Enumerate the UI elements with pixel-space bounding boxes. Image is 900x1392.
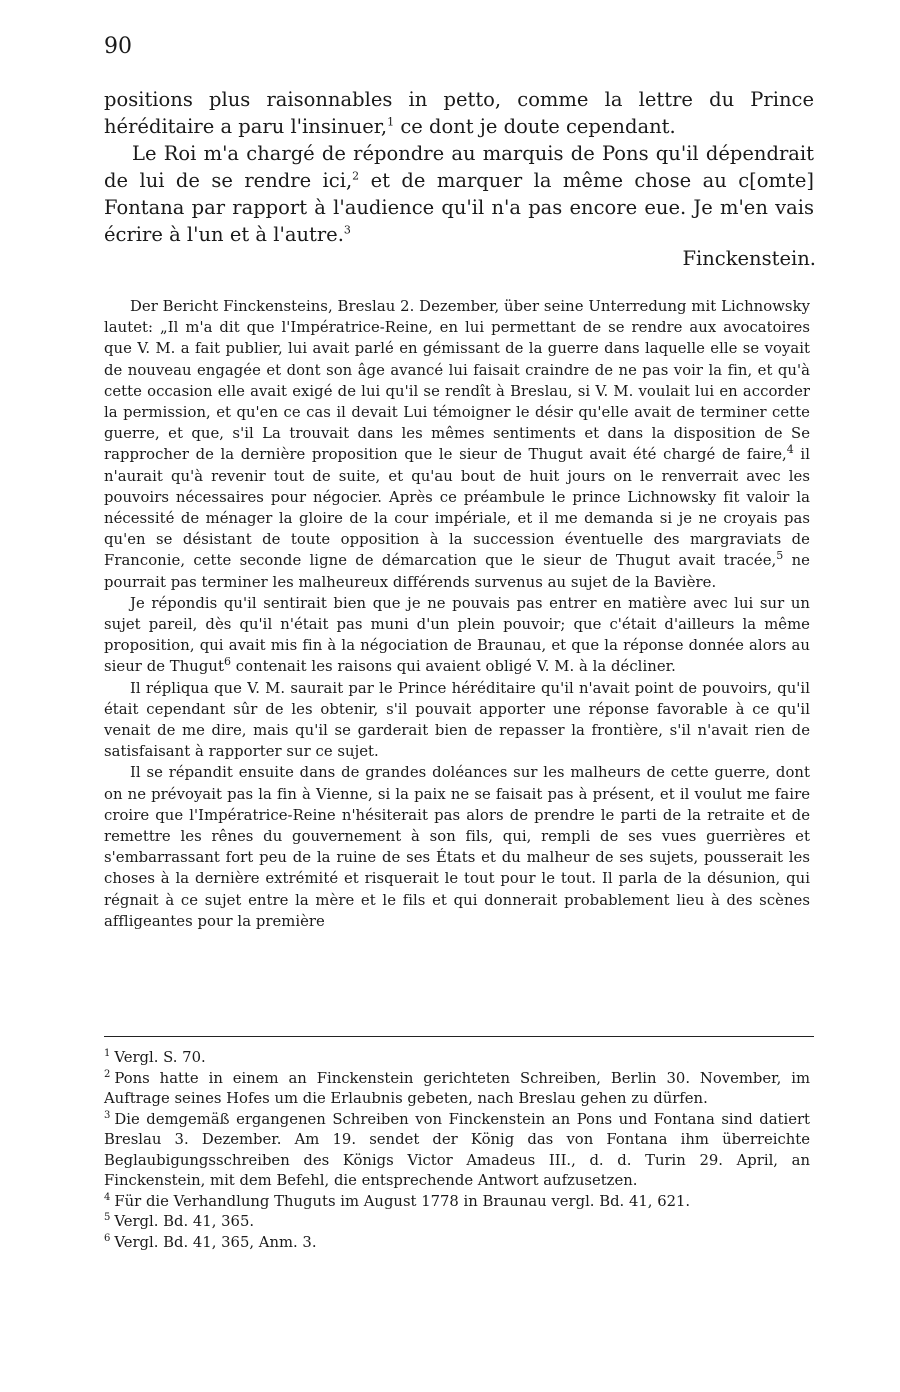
footnote-text: Für die Verhandlung Thuguts im August 1778 in Braunau vergl. Bd. 41, 621. xyxy=(114,1192,691,1210)
footnote-ref: 4 xyxy=(786,443,794,457)
main-text-segment: Le Roi m'a chargé de répondre au marquis de Pons qu'il dépendrait de lui de se rendre ici, xyxy=(104,142,814,192)
footnote-ref: 3 xyxy=(343,223,351,237)
commentary-paragraph-1 xyxy=(104,296,810,593)
main-paragraph-1 xyxy=(104,86,814,140)
footnote-ref: 1 xyxy=(387,115,395,129)
footnote-2 xyxy=(104,1069,810,1110)
footnote-text: Pons hatte in einem an Finckenstein gerichteten Schreiben, Berlin 30. November, im Auftrage seines Hofes um die Erlaubnis gebeten, nach Breslau gehen zu dürfen. xyxy=(104,1069,810,1107)
footnote-mark: 4 xyxy=(104,1191,111,1203)
main-text-segment: et de marquer la même chose au c[omte] Fontana par rapport à l'audience qu'il n'a pas encore eue. Je m'en vais écrire à l'un et à l'autre. xyxy=(104,169,814,246)
footnote-mark: 6 xyxy=(104,1232,111,1244)
editorial-commentary xyxy=(104,296,810,932)
commentary-segment: Der Bericht Finckensteins, Breslau 2. Dezember, über seine Unterredung mit Lichnowsky lautet: „Il m'a dit que l'Impératrice-Reine, en lui permettant de se rendre aux avocatoires que V. M. a fait publier, lui avait parlé en gémissant de la guerre dans laquelle elle se voyait de nouveau engagée et dont son âge avancé lui faisait craindre de ne pas voir la fin, et qu'à cette occasion elle avait exigé de lui qu'il se rendît à Breslau, si V. M. voulait lui en accorder la permission, et qu'en ce cas il devait Lui témoigner le désir qu'elle avait de terminer cette guerre, et que, s'il La trouvait dans les mêmes sentiments et dans la disposition de Se rapprocher de la dernière proposition que le sieur de Thugut avait été chargé de faire, xyxy=(104,298,810,464)
commentary-paragraph-2 xyxy=(104,593,810,678)
main-text-segment: ce dont je doute cependant. xyxy=(394,115,676,138)
main-text-segment: positions plus raisonnables in petto, comme la lettre du Prince héréditaire a paru l'insinuer, xyxy=(104,88,814,138)
footnote-mark: 2 xyxy=(104,1068,111,1080)
footnote-4 xyxy=(104,1192,810,1213)
commentary-paragraph-4: Il se répandit ensuite dans de grandes doléances sur les malheurs de cette guerre, dont on ne prévoyait pas la fin à Vienne, si la paix ne se faisait pas à présent, et il voulut me faire croire que l'Impératrice-Reine n'hésiterait pas alors de prendre le parti de la retraite et de remettre les rênes du gouvernement à son fils, qui, rempli de ses vues guerrières et s'embarrassant fort peu de la ruine de ses États et du malheur de ses sujets, pousserait les choses à la dernière extrémité et risquerait le tout pour le tout. Il parla de la désunion, qui régnait à ce sujet entre la mère et le fils et qui donnerait probablement lieu à des scènes affligeantes pour la première xyxy=(104,764,810,930)
footnote-5 xyxy=(104,1212,810,1233)
page-number: 90 xyxy=(104,34,132,59)
footnote-mark: 5 xyxy=(104,1212,111,1224)
main-paragraph-2 xyxy=(104,140,814,248)
footnote-text: Vergl. Bd. 41, 365. xyxy=(114,1213,255,1230)
commentary-segment: ne pourrait pas terminer les malheureux différends survenus au sujet de la Bavière. xyxy=(104,552,810,591)
footnote-mark: 3 xyxy=(104,1109,111,1121)
signature: Finckenstein. xyxy=(682,247,816,270)
footnote-1 xyxy=(104,1048,810,1069)
footnote-ref: 6 xyxy=(223,655,232,669)
footnote-text: Die demgemäß ergangenen Schreiben von Finckenstein an Pons und Fontana sind datiert Breslau 3. Dezember. Am 19. sendet der König das von Fontana ihm überreichte Beglaubigungsschreiben des Königs Victor Amadeus III., d. d. Turin 29. April, an Finckenstein, mit dem Befehl, die entsprechende Antwort aufzusetzen. xyxy=(104,1110,810,1189)
commentary-segment: il n'aurait qu'à revenir tout de suite, et qu'au bout de huit jours on le renverrait avec les pouvoirs nécessaires pour négocier. Après ce préambule le prince Lichnowsky fit valoir la nécessité de ménager la gloire de la cour impériale, et il me demanda si je ne croyais pas qu'en se désistant de toute opposition à la succession éventuelle des margraviats de Franconie, cette seconde ligne de démarcation que le sieur de Thugut avait tracée, xyxy=(104,446,811,570)
footnotes xyxy=(104,1048,810,1253)
footnote-3 xyxy=(104,1110,810,1192)
commentary-segment: Je répondis qu'il sentirait bien que je ne pouvais pas entrer en matière avec lui sur un sujet pareil, dès qu'il n'était pas muni d'un plein pouvoir; que c'était d'ailleurs la même proposition, qui avait mis fin à la négociation de Braunau, et que la réponse donnée alors au sieur de Thugut xyxy=(104,594,810,676)
commentary-segment: contenait les raisons qui avaient obligé V. M. à la décliner. xyxy=(231,658,676,676)
footnote-ref: 2 xyxy=(352,169,360,183)
footnote-ref: 5 xyxy=(776,549,784,563)
footnote-mark: 1 xyxy=(104,1048,111,1060)
footnote-text: Vergl. Bd. 41, 365, Anm. 3. xyxy=(114,1233,317,1251)
footnote-text: Vergl. S. 70. xyxy=(114,1049,206,1066)
commentary-paragraph-3: Il répliqua que V. M. saurait par le Prince héréditaire qu'il n'avait point de pouvoirs, qu'il était cependant sûr de les obtenir, s'il pouvait apporter une réponse favorable à ce qu'il venait de me dire, mais qu'il se garderait bien de repasser la frontière, s'il n'avait rien de satisfaisant à rapporter sur ce sujet. xyxy=(104,679,810,761)
footnote-divider xyxy=(104,1036,814,1037)
main-text xyxy=(104,86,814,248)
footnote-6 xyxy=(104,1233,810,1254)
